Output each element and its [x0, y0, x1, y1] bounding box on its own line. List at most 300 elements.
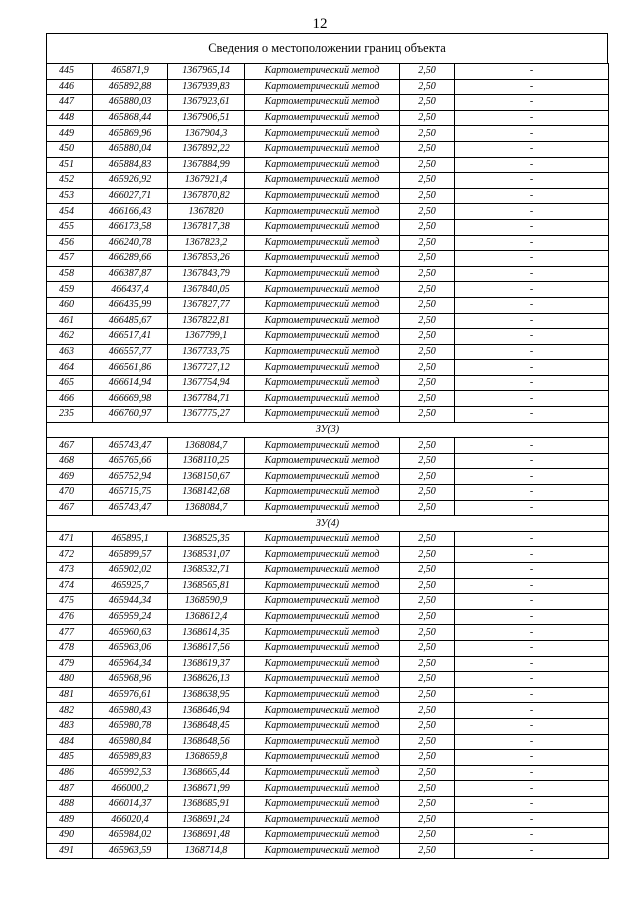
- table-row: [47, 656, 609, 672]
- y-coordinate-cell: 1368671,99: [168, 781, 245, 797]
- method-cell: Картометрический метод: [245, 796, 400, 812]
- description-cell: -: [455, 313, 609, 329]
- description-cell: -: [455, 204, 609, 220]
- point-number-cell: 490: [47, 828, 93, 844]
- table-row: [47, 453, 609, 469]
- x-coordinate-cell: 466485,67: [93, 313, 168, 329]
- y-coordinate-cell: 1368665,44: [168, 765, 245, 781]
- x-coordinate-cell: 465963,59: [93, 843, 168, 859]
- y-coordinate-cell: 1368617,56: [168, 640, 245, 656]
- y-coordinate-cell: 1367817,38: [168, 219, 245, 235]
- description-cell: -: [455, 578, 609, 594]
- table-row: [47, 407, 609, 423]
- y-coordinate-cell: 1367939,83: [168, 79, 245, 95]
- table-row: [47, 578, 609, 594]
- point-number-cell: 459: [47, 282, 93, 298]
- y-coordinate-cell: 1368685,91: [168, 796, 245, 812]
- table-row: [47, 95, 609, 111]
- table-row: [47, 765, 609, 781]
- description-cell: -: [455, 297, 609, 313]
- description-cell: -: [455, 438, 609, 454]
- point-number-cell: 476: [47, 609, 93, 625]
- x-coordinate-cell: 465980,43: [93, 703, 168, 719]
- description-cell: -: [455, 703, 609, 719]
- y-coordinate-cell: 1367853,26: [168, 251, 245, 267]
- description-cell: -: [455, 469, 609, 485]
- method-cell: Картометрический метод: [245, 329, 400, 345]
- table-row: [47, 672, 609, 688]
- method-cell: Картометрический метод: [245, 375, 400, 391]
- point-number-cell: 451: [47, 157, 93, 173]
- point-number-cell: 461: [47, 313, 93, 329]
- x-coordinate-cell: 465944,34: [93, 594, 168, 610]
- description-cell: -: [455, 282, 609, 298]
- x-coordinate-cell: 465976,61: [93, 687, 168, 703]
- method-cell: Картометрический метод: [245, 500, 400, 516]
- x-coordinate-cell: 465968,96: [93, 672, 168, 688]
- point-number-cell: 483: [47, 718, 93, 734]
- description-cell: -: [455, 375, 609, 391]
- y-coordinate-cell: 1368646,94: [168, 703, 245, 719]
- description-cell: -: [455, 360, 609, 376]
- point-number-cell: 454: [47, 204, 93, 220]
- coordinates-table-body: [47, 64, 609, 859]
- x-coordinate-cell: 465925,7: [93, 578, 168, 594]
- accuracy-cell: 2,50: [400, 672, 455, 688]
- table-row: [47, 141, 609, 157]
- table-row: [47, 609, 609, 625]
- accuracy-cell: 2,50: [400, 843, 455, 859]
- accuracy-cell: 2,50: [400, 469, 455, 485]
- method-cell: Картометрический метод: [245, 126, 400, 142]
- point-number-cell: 457: [47, 251, 93, 267]
- accuracy-cell: 2,50: [400, 828, 455, 844]
- x-coordinate-cell: 465963,06: [93, 640, 168, 656]
- point-number-cell: 477: [47, 625, 93, 641]
- point-number-cell: 452: [47, 173, 93, 189]
- description-cell: -: [455, 79, 609, 95]
- table-row: [47, 625, 609, 641]
- point-number-cell: 470: [47, 485, 93, 501]
- accuracy-cell: 2,50: [400, 141, 455, 157]
- point-number-cell: 474: [47, 578, 93, 594]
- description-cell: -: [455, 843, 609, 859]
- method-cell: Картометрический метод: [245, 469, 400, 485]
- accuracy-cell: 2,50: [400, 282, 455, 298]
- accuracy-cell: 2,50: [400, 407, 455, 423]
- point-number-cell: 446: [47, 79, 93, 95]
- method-cell: Картометрический метод: [245, 438, 400, 454]
- description-cell: -: [455, 718, 609, 734]
- table-row: [47, 531, 609, 547]
- y-coordinate-cell: 1367820: [168, 204, 245, 220]
- accuracy-cell: 2,50: [400, 547, 455, 563]
- y-coordinate-cell: 1368532,71: [168, 563, 245, 579]
- description-cell: -: [455, 750, 609, 766]
- y-coordinate-cell: 1367784,71: [168, 391, 245, 407]
- method-cell: Картометрический метод: [245, 843, 400, 859]
- description-cell: -: [455, 765, 609, 781]
- x-coordinate-cell: 466240,78: [93, 235, 168, 251]
- method-cell: Картометрический метод: [245, 391, 400, 407]
- method-cell: Картометрический метод: [245, 313, 400, 329]
- section-label: ЗУ(4): [47, 516, 609, 532]
- table-row: [47, 188, 609, 204]
- method-cell: Картометрический метод: [245, 344, 400, 360]
- x-coordinate-cell: 465715,75: [93, 485, 168, 501]
- accuracy-cell: 2,50: [400, 656, 455, 672]
- point-number-cell: 484: [47, 734, 93, 750]
- description-cell: -: [455, 157, 609, 173]
- description-cell: -: [455, 391, 609, 407]
- method-cell: Картометрический метод: [245, 640, 400, 656]
- point-number-cell: 462: [47, 329, 93, 345]
- x-coordinate-cell: 466517,41: [93, 329, 168, 345]
- accuracy-cell: 2,50: [400, 235, 455, 251]
- x-coordinate-cell: 465743,47: [93, 500, 168, 516]
- point-number-cell: 486: [47, 765, 93, 781]
- method-cell: Картометрический метод: [245, 828, 400, 844]
- method-cell: Картометрический метод: [245, 282, 400, 298]
- point-number-cell: 467: [47, 438, 93, 454]
- y-coordinate-cell: 1368626,13: [168, 672, 245, 688]
- y-coordinate-cell: 1367733,75: [168, 344, 245, 360]
- y-coordinate-cell: 1368084,7: [168, 438, 245, 454]
- method-cell: Картометрический метод: [245, 672, 400, 688]
- y-coordinate-cell: 1368150,67: [168, 469, 245, 485]
- table-row: [47, 110, 609, 126]
- accuracy-cell: 2,50: [400, 391, 455, 407]
- method-cell: Картометрический метод: [245, 547, 400, 563]
- accuracy-cell: 2,50: [400, 485, 455, 501]
- x-coordinate-cell: 465989,83: [93, 750, 168, 766]
- point-number-cell: 235: [47, 407, 93, 423]
- x-coordinate-cell: 466020,4: [93, 812, 168, 828]
- y-coordinate-cell: 1367775,27: [168, 407, 245, 423]
- point-number-cell: 473: [47, 563, 93, 579]
- method-cell: Картометрический метод: [245, 251, 400, 267]
- y-coordinate-cell: 1367921,4: [168, 173, 245, 189]
- accuracy-cell: 2,50: [400, 734, 455, 750]
- table-row: [47, 282, 609, 298]
- table-row: [47, 219, 609, 235]
- table-row: [47, 266, 609, 282]
- point-number-cell: 488: [47, 796, 93, 812]
- table-row: [47, 734, 609, 750]
- x-coordinate-cell: 465892,88: [93, 79, 168, 95]
- method-cell: Картометрический метод: [245, 718, 400, 734]
- x-coordinate-cell: 466173,58: [93, 219, 168, 235]
- description-cell: -: [455, 266, 609, 282]
- y-coordinate-cell: 1368714,8: [168, 843, 245, 859]
- x-coordinate-cell: 465984,02: [93, 828, 168, 844]
- accuracy-cell: 2,50: [400, 640, 455, 656]
- x-coordinate-cell: 466557,77: [93, 344, 168, 360]
- description-cell: -: [455, 594, 609, 610]
- method-cell: Картометрический метод: [245, 407, 400, 423]
- x-coordinate-cell: 465765,66: [93, 453, 168, 469]
- x-coordinate-cell: 466289,66: [93, 251, 168, 267]
- point-number-cell: 467: [47, 500, 93, 516]
- accuracy-cell: 2,50: [400, 812, 455, 828]
- section-row: [47, 516, 609, 532]
- point-number-cell: 482: [47, 703, 93, 719]
- table-row: [47, 313, 609, 329]
- point-number-cell: 469: [47, 469, 93, 485]
- x-coordinate-cell: 466760,97: [93, 407, 168, 423]
- x-coordinate-cell: 465960,63: [93, 625, 168, 641]
- method-cell: Картометрический метод: [245, 297, 400, 313]
- table-row: [47, 375, 609, 391]
- description-cell: -: [455, 126, 609, 142]
- section-row: [47, 422, 609, 438]
- description-cell: -: [455, 781, 609, 797]
- accuracy-cell: 2,50: [400, 687, 455, 703]
- description-cell: -: [455, 141, 609, 157]
- accuracy-cell: 2,50: [400, 95, 455, 111]
- table-row: [47, 79, 609, 95]
- method-cell: Картометрический метод: [245, 64, 400, 80]
- point-number-cell: 465: [47, 375, 93, 391]
- point-number-cell: 447: [47, 95, 93, 111]
- x-coordinate-cell: 465884,83: [93, 157, 168, 173]
- method-cell: Картометрический метод: [245, 594, 400, 610]
- table-row: [47, 843, 609, 859]
- x-coordinate-cell: 465880,03: [93, 95, 168, 111]
- y-coordinate-cell: 1368648,45: [168, 718, 245, 734]
- x-coordinate-cell: 465871,9: [93, 64, 168, 80]
- table-row: [47, 750, 609, 766]
- description-cell: -: [455, 251, 609, 267]
- accuracy-cell: 2,50: [400, 297, 455, 313]
- section-label: ЗУ(3): [47, 422, 609, 438]
- description-cell: -: [455, 173, 609, 189]
- y-coordinate-cell: 1368590,9: [168, 594, 245, 610]
- description-cell: -: [455, 609, 609, 625]
- accuracy-cell: 2,50: [400, 375, 455, 391]
- point-number-cell: 485: [47, 750, 93, 766]
- table-row: [47, 344, 609, 360]
- description-cell: -: [455, 656, 609, 672]
- accuracy-cell: 2,50: [400, 110, 455, 126]
- y-coordinate-cell: 1368525,35: [168, 531, 245, 547]
- x-coordinate-cell: 465926,92: [93, 173, 168, 189]
- table-row: [47, 438, 609, 454]
- table-row: [47, 812, 609, 828]
- y-coordinate-cell: 1367827,77: [168, 297, 245, 313]
- x-coordinate-cell: 466027,71: [93, 188, 168, 204]
- y-coordinate-cell: 1368110,25: [168, 453, 245, 469]
- x-coordinate-cell: 465980,78: [93, 718, 168, 734]
- accuracy-cell: 2,50: [400, 531, 455, 547]
- accuracy-cell: 2,50: [400, 188, 455, 204]
- table-row: [47, 781, 609, 797]
- point-number-cell: 471: [47, 531, 93, 547]
- y-coordinate-cell: 1368531,07: [168, 547, 245, 563]
- point-number-cell: 480: [47, 672, 93, 688]
- method-cell: Картометрический метод: [245, 485, 400, 501]
- x-coordinate-cell: 465880,04: [93, 141, 168, 157]
- y-coordinate-cell: 1368659,8: [168, 750, 245, 766]
- table-row: [47, 703, 609, 719]
- accuracy-cell: 2,50: [400, 578, 455, 594]
- description-cell: -: [455, 219, 609, 235]
- y-coordinate-cell: 1368142,68: [168, 485, 245, 501]
- y-coordinate-cell: 1367870,82: [168, 188, 245, 204]
- x-coordinate-cell: 466435,99: [93, 297, 168, 313]
- description-cell: -: [455, 531, 609, 547]
- description-cell: -: [455, 563, 609, 579]
- point-number-cell: 453: [47, 188, 93, 204]
- table-row: [47, 563, 609, 579]
- y-coordinate-cell: 1367965,14: [168, 64, 245, 80]
- accuracy-cell: 2,50: [400, 594, 455, 610]
- point-number-cell: 449: [47, 126, 93, 142]
- x-coordinate-cell: 466437,4: [93, 282, 168, 298]
- method-cell: Картометрический метод: [245, 110, 400, 126]
- method-cell: Картометрический метод: [245, 812, 400, 828]
- y-coordinate-cell: 1367822,81: [168, 313, 245, 329]
- table-row: [47, 687, 609, 703]
- method-cell: Картометрический метод: [245, 656, 400, 672]
- method-cell: Картометрический метод: [245, 79, 400, 95]
- x-coordinate-cell: 465959,24: [93, 609, 168, 625]
- point-number-cell: 489: [47, 812, 93, 828]
- table-row: [47, 157, 609, 173]
- table-row: [47, 329, 609, 345]
- method-cell: Картометрический метод: [245, 219, 400, 235]
- accuracy-cell: 2,50: [400, 251, 455, 267]
- point-number-cell: 455: [47, 219, 93, 235]
- point-number-cell: 450: [47, 141, 93, 157]
- description-cell: -: [455, 500, 609, 516]
- point-number-cell: 458: [47, 266, 93, 282]
- description-cell: -: [455, 812, 609, 828]
- method-cell: Картометрический метод: [245, 609, 400, 625]
- accuracy-cell: 2,50: [400, 781, 455, 797]
- point-number-cell: 464: [47, 360, 93, 376]
- accuracy-cell: 2,50: [400, 703, 455, 719]
- accuracy-cell: 2,50: [400, 796, 455, 812]
- method-cell: Картометрический метод: [245, 266, 400, 282]
- method-cell: Картометрический метод: [245, 781, 400, 797]
- accuracy-cell: 2,50: [400, 79, 455, 95]
- method-cell: Картометрический метод: [245, 453, 400, 469]
- method-cell: Картометрический метод: [245, 687, 400, 703]
- accuracy-cell: 2,50: [400, 266, 455, 282]
- table-row: [47, 360, 609, 376]
- point-number-cell: 479: [47, 656, 93, 672]
- x-coordinate-cell: 466166,43: [93, 204, 168, 220]
- table-row: [47, 796, 609, 812]
- accuracy-cell: 2,50: [400, 64, 455, 80]
- description-cell: -: [455, 407, 609, 423]
- table-title: Сведения о местоположении границ объекта: [46, 33, 608, 63]
- description-cell: -: [455, 453, 609, 469]
- point-number-cell: 448: [47, 110, 93, 126]
- description-cell: -: [455, 235, 609, 251]
- y-coordinate-cell: 1367843,79: [168, 266, 245, 282]
- description-cell: -: [455, 95, 609, 111]
- y-coordinate-cell: 1368619,37: [168, 656, 245, 672]
- y-coordinate-cell: 1368648,56: [168, 734, 245, 750]
- accuracy-cell: 2,50: [400, 219, 455, 235]
- accuracy-cell: 2,50: [400, 360, 455, 376]
- description-cell: -: [455, 625, 609, 641]
- y-coordinate-cell: 1367923,61: [168, 95, 245, 111]
- point-number-cell: 478: [47, 640, 93, 656]
- method-cell: Картометрический метод: [245, 734, 400, 750]
- accuracy-cell: 2,50: [400, 204, 455, 220]
- point-number-cell: 472: [47, 547, 93, 563]
- method-cell: Картометрический метод: [245, 531, 400, 547]
- point-number-cell: 468: [47, 453, 93, 469]
- point-number-cell: 481: [47, 687, 93, 703]
- x-coordinate-cell: 466669,98: [93, 391, 168, 407]
- point-number-cell: 487: [47, 781, 93, 797]
- y-coordinate-cell: 1368691,48: [168, 828, 245, 844]
- y-coordinate-cell: 1367727,12: [168, 360, 245, 376]
- accuracy-cell: 2,50: [400, 765, 455, 781]
- description-cell: -: [455, 188, 609, 204]
- method-cell: Картометрический метод: [245, 235, 400, 251]
- method-cell: Картометрический метод: [245, 157, 400, 173]
- table-row: [47, 251, 609, 267]
- accuracy-cell: 2,50: [400, 500, 455, 516]
- x-coordinate-cell: 465869,96: [93, 126, 168, 142]
- table-row: [47, 547, 609, 563]
- x-coordinate-cell: 466000,2: [93, 781, 168, 797]
- table-row: [47, 64, 609, 80]
- method-cell: Картометрический метод: [245, 750, 400, 766]
- accuracy-cell: 2,50: [400, 609, 455, 625]
- x-coordinate-cell: 466014,37: [93, 796, 168, 812]
- table-row: [47, 173, 609, 189]
- x-coordinate-cell: 465743,47: [93, 438, 168, 454]
- accuracy-cell: 2,50: [400, 157, 455, 173]
- method-cell: Картометрический метод: [245, 360, 400, 376]
- description-cell: -: [455, 734, 609, 750]
- x-coordinate-cell: 465868,44: [93, 110, 168, 126]
- accuracy-cell: 2,50: [400, 313, 455, 329]
- coordinates-table: [46, 63, 609, 859]
- point-number-cell: 460: [47, 297, 93, 313]
- x-coordinate-cell: 465752,94: [93, 469, 168, 485]
- x-coordinate-cell: 465895,1: [93, 531, 168, 547]
- accuracy-cell: 2,50: [400, 625, 455, 641]
- point-number-cell: 475: [47, 594, 93, 610]
- x-coordinate-cell: 465902,02: [93, 563, 168, 579]
- x-coordinate-cell: 466387,87: [93, 266, 168, 282]
- description-cell: -: [455, 344, 609, 360]
- table-row: [47, 640, 609, 656]
- table-row: [47, 500, 609, 516]
- description-cell: -: [455, 485, 609, 501]
- y-coordinate-cell: 1367754,94: [168, 375, 245, 391]
- y-coordinate-cell: 1367840,05: [168, 282, 245, 298]
- point-number-cell: 466: [47, 391, 93, 407]
- description-cell: -: [455, 796, 609, 812]
- point-number-cell: 445: [47, 64, 93, 80]
- accuracy-cell: 2,50: [400, 438, 455, 454]
- table-row: [47, 297, 609, 313]
- method-cell: Картометрический метод: [245, 141, 400, 157]
- table-row: [47, 485, 609, 501]
- method-cell: Картометрический метод: [245, 95, 400, 111]
- accuracy-cell: 2,50: [400, 329, 455, 345]
- y-coordinate-cell: 1368614,35: [168, 625, 245, 641]
- table-row: [47, 391, 609, 407]
